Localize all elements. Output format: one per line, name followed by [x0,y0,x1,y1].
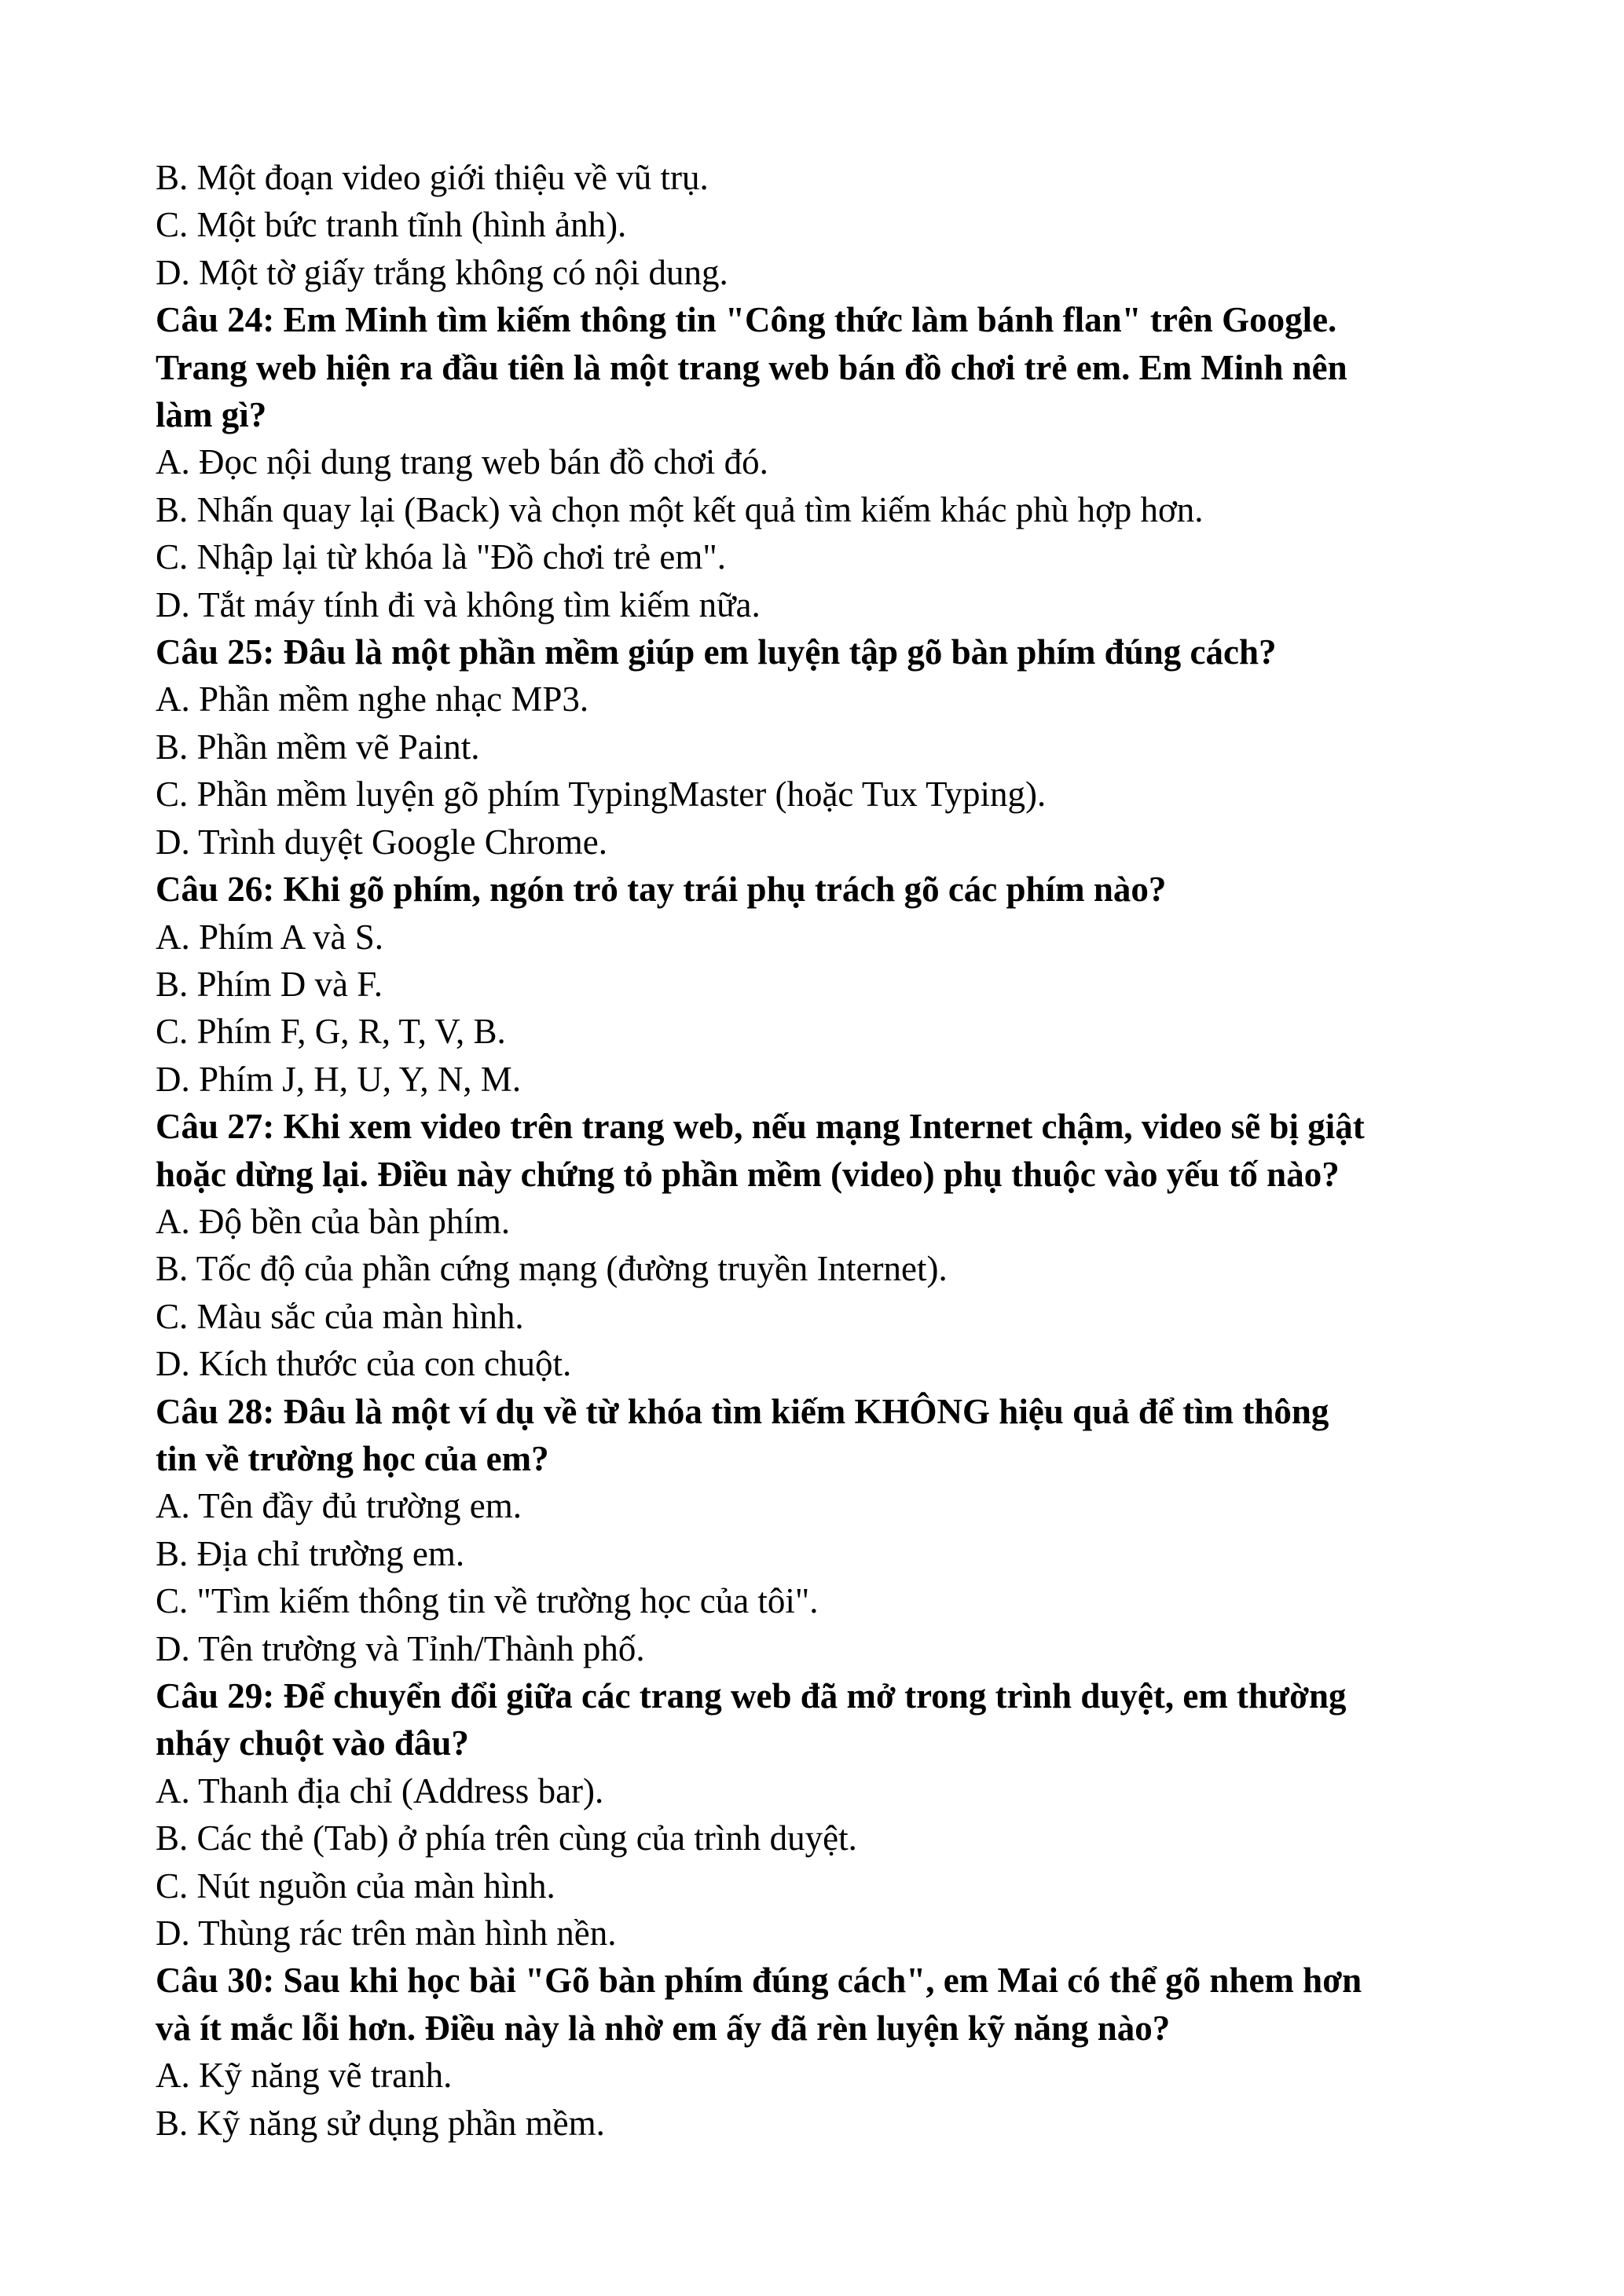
question-line: nháy chuột vào đâu? [156,1723,469,1763]
question-line: Câu 26: Khi gõ phím, ngón trỏ tay trái phụ trách gõ các phím nào? [156,870,1167,910]
answer-option: D. Thùng rác trên màn hình nền. [156,1913,617,1954]
question-line: tin về trường học của em? [156,1438,549,1478]
answer-option: B. Các thẻ (Tab) ở phía trên cùng của trình duyệt. [156,1818,857,1858]
answer-option: B. Kỹ năng sử dụng phần mềm. [156,2103,605,2143]
answer-option: C. Nhập lại từ khóa là "Đồ chơi trẻ em". [156,537,726,577]
question-line: Câu 25: Đâu là một phần mềm giúp em luyện tập gõ bàn phím đúng cách? [156,632,1277,672]
answer-option: D. Một tờ giấy trắng không có nội dung. [156,252,728,292]
question-line: Câu 28: Đâu là một ví dụ về từ khóa tìm kiếm KHÔNG hiệu quả để tìm thông [156,1391,1329,1431]
question-line: hoặc dừng lại. Điều này chứng tỏ phần mềm (video) phụ thuộc vào yếu tố nào? [156,1154,1340,1194]
question-line: và ít mắc lỗi hơn. Điều này là nhờ em ấy đã rèn luyện kỹ năng nào? [156,2008,1171,2048]
answer-option: D. Tên trường và Tỉnh/Thành phố. [156,1628,645,1668]
answer-option: B. Phím D và F. [156,964,383,1004]
answer-option: D. Tắt máy tính đi và không tìm kiếm nữa. [156,584,761,624]
document-page [156,154,1507,2147]
answer-option: C. Màu sắc của màn hình. [156,1296,524,1336]
answer-option: B. Địa chỉ trường em. [156,1533,465,1573]
question-line: Câu 27: Khi xem video trên trang web, nếu mạng Internet chậm, video sẽ bị giật [156,1107,1365,1147]
question-line: Câu 30: Sau khi học bài "Gõ bàn phím đúng cách", em Mai có thể gõ nhem hơn [156,1961,1362,2001]
answer-option: D. Trình duyệt Google Chrome. [156,822,608,862]
answer-option: D. Kích thước của con chuột. [156,1344,572,1384]
answer-option: A. Kỹ năng vẽ tranh. [156,2056,453,2096]
answer-option: C. Phím F, G, R, T, V, B. [156,1012,506,1052]
answer-option: B. Phần mềm vẽ Paint. [156,727,480,767]
answer-option: C. Một bức tranh tĩnh (hình ảnh). [156,205,627,245]
answer-option: A. Phần mềm nghe nhạc MP3. [156,679,589,720]
question-line: Trang web hiện ra đầu tiên là một trang web bán đồ chơi trẻ em. Em Minh nên [156,347,1347,387]
question-line: Câu 29: Để chuyển đổi giữa các trang web đã mở trong trình duyệt, em thường [156,1676,1347,1716]
answer-option: A. Thanh địa chỉ (Address bar). [156,1771,604,1811]
answer-option: A. Tên đầy đủ trường em. [156,1486,522,1526]
answer-option: A. Phím A và S. [156,917,384,957]
answer-option: C. Phần mềm luyện gõ phím TypingMaster (hoặc Tux Typing). [156,774,1047,815]
answer-option: A. Độ bền của bàn phím. [156,1201,511,1241]
answer-option: C. "Tìm kiếm thông tin về trường học của tôi". [156,1581,819,1621]
question-line: Câu 24: Em Minh tìm kiếm thông tin "Công thức làm bánh flan" trên Google. [156,300,1337,340]
answer-option: D. Phím J, H, U, Y, N, M. [156,1059,522,1099]
answer-option: C. Nút nguồn của màn hình. [156,1866,555,1906]
answer-option: B. Tốc độ của phần cứng mạng (đường truyền Internet). [156,1249,948,1289]
answer-option: B. Nhấn quay lại (Back) và chọn một kết quả tìm kiếm khác phù hợp hơn. [156,489,1204,529]
answer-option: B. Một đoạn video giới thiệu về vũ trụ. [156,158,709,197]
answer-option: A. Đọc nội dung trang web bán đồ chơi đó. [156,442,768,482]
question-line: làm gì? [156,395,267,435]
